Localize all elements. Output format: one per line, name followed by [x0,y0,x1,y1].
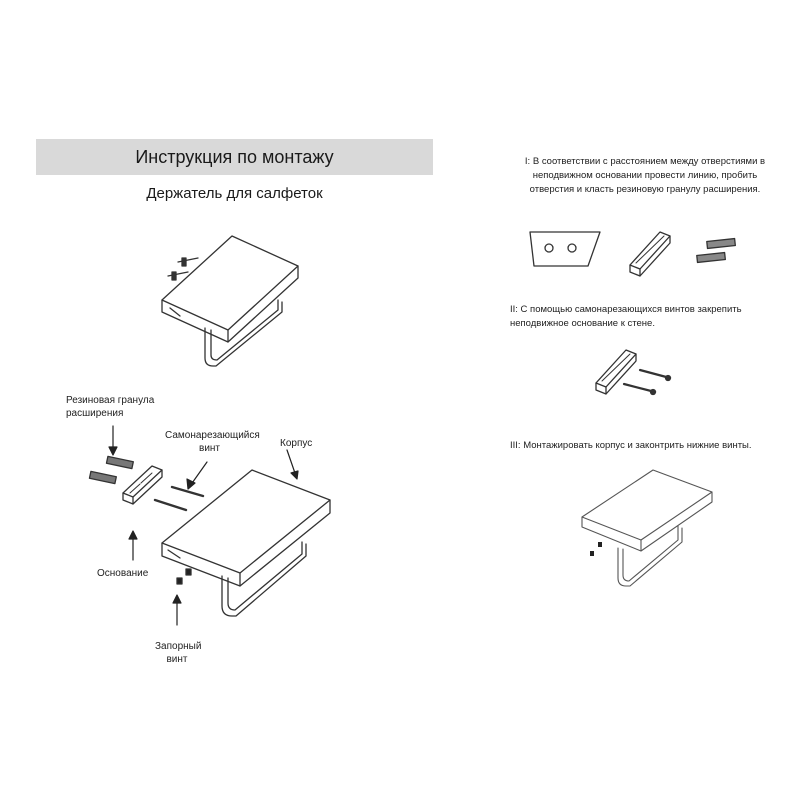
callout-screw [165,429,260,455]
step-2-text [510,303,780,331]
step-2-drawing [596,350,671,395]
step-1-line1: I: В соответствии с расстоянием между отверстиями в [524,156,766,167]
step-1-line3: отверстия и класть резиновую гранулу расширения. [529,184,761,195]
step-3-drawing [582,470,712,586]
callout-screw-line2: винт [199,443,221,454]
step-2-line2: неподвижное основание к стене. [510,318,655,329]
step-3-text [510,439,785,453]
callout-screw-line1: Самонарезающийся [165,430,260,441]
product-subtitle: Держатель для салфеток [146,185,323,202]
callout-rubber-plug [66,394,154,420]
step-2-line1: II: С помощью самонарезающихся винтов закрепить [510,304,742,315]
callout-lock-screw-line1: Запорный [155,641,202,652]
callout-rubber-plug-line1: Резиновая гранула [66,395,155,406]
callout-body: Корпус [280,438,313,449]
callout-arrows [109,426,298,625]
holder-overview-drawing [162,236,298,366]
step-3-line1: III: Монтажировать корпус и законтрить нижние винты. [510,440,752,451]
callout-lock-screw-line2: винт [166,654,188,665]
callout-base: Основание [97,568,149,579]
step-1-line2: неподвижном основании провести линию, пробить [532,170,758,181]
callout-rubber-plug-line2: расширения [66,408,124,419]
exploded-view-drawing [89,456,330,616]
page-title: Инструкция по монтажу [36,139,433,175]
callout-lock-screw [155,640,202,666]
step-1-text [510,155,780,197]
step-1-drawing [530,232,735,276]
